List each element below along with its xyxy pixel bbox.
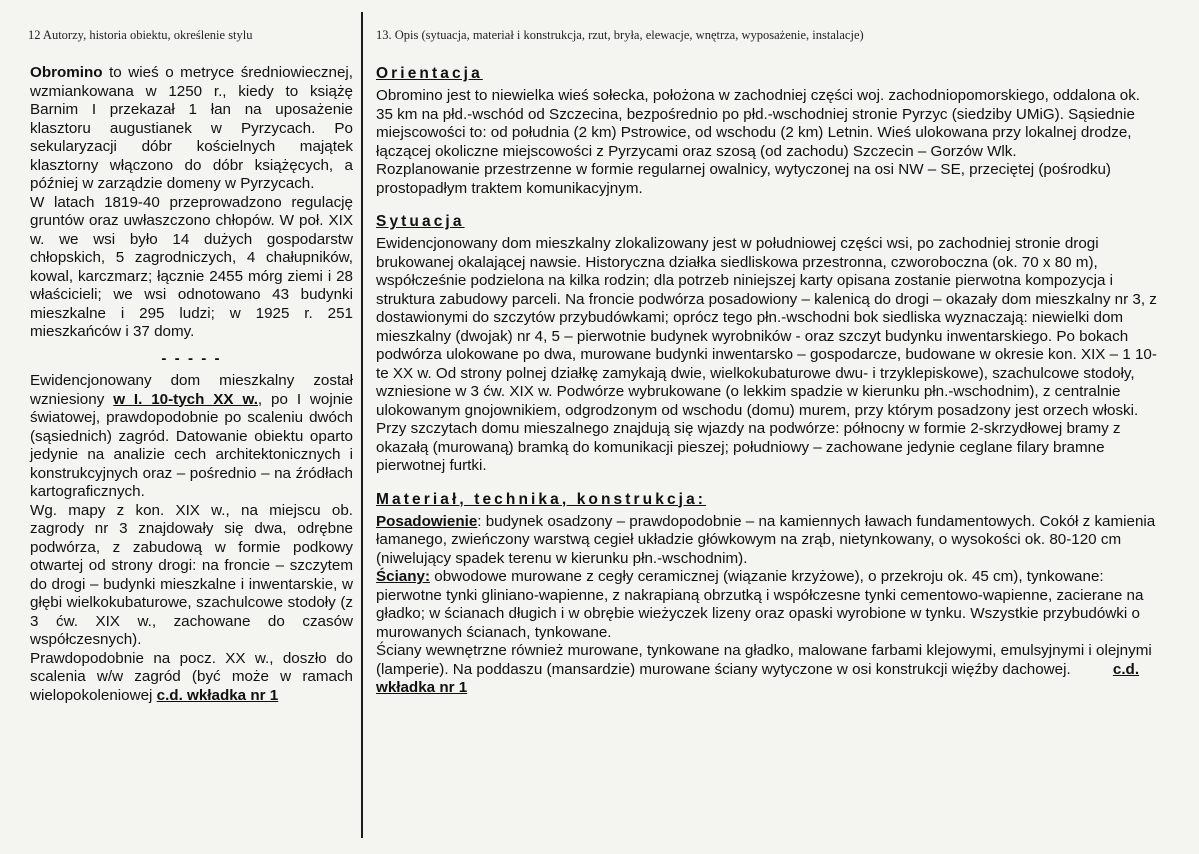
village-name: Obromino bbox=[30, 64, 103, 81]
dating-paragraph bbox=[30, 372, 353, 502]
posadowienie-label: Posadowienie bbox=[376, 512, 478, 530]
column-divider bbox=[361, 12, 363, 838]
posadowienie-text: : budynek osadzony – prawdopodobnie – na kamiennych ławach fundamentowych. Cokół z kamienia łamanego, zwieńczony warstwą cegieł układzie główkowym na zrąb, nietynkowany, o wysokości ok. 80-120 cm (niwelujący spadek terenu w kierunku płn.-wschodnim). bbox=[376, 512, 1156, 567]
orientacja-heading: Orientacja bbox=[376, 65, 483, 82]
sciany-wewnetrzne-text: Ściany wewnętrzne również murowane, tynkowane na gładko, malowane farbami klejowymi, emulsyjnymi i olejnymi (lamperie). Na poddaszu (mansardzie) murowane ściany wytyczone w osi konstrukcji więźby dachowej. bbox=[376, 642, 1152, 678]
right-column bbox=[376, 64, 1161, 698]
merger-paragraph bbox=[30, 650, 353, 706]
continuation-link-right: c.d. wkładka nr 1 bbox=[376, 660, 1140, 696]
left-column bbox=[30, 64, 353, 705]
sciany-paragraph bbox=[376, 568, 1161, 642]
right-page-header: 13. Opis (sytuacja, materiał i konstrukcja, rzut, bryła, elewacje, wnętrza, wyposażenie, instalacje) bbox=[376, 28, 864, 42]
orientacja-paragraph-1: Obromino jest to niewielka wieś sołecka, położona w zachodniej części woj. zachodniopomorskiego, oddalona ok. 35 km na płd.-wschód od Szczecina, bezpośrednio po płd.-wschodniej stronie Pyrzyc (siedziby UMiG). Sąsiednie miejscowości to: od południa (2 km) Pstrowice, od wschodu (2 km) Letnin. Wieś ulokowana przy lokalnej drodze, łączącej okoliczne miejscowości z Pyrzycami oraz szosą (od zachodu) Szczecin – Gorzów Wlk. bbox=[376, 87, 1141, 160]
sciany-wewnetrzne-paragraph bbox=[376, 642, 1161, 698]
dating-text-a: Ewidencjonowany dom mieszkalny został wzniesiony bbox=[30, 372, 353, 408]
history-paragraph-1 bbox=[30, 64, 353, 194]
sciany-label: Ściany: bbox=[376, 568, 431, 585]
section-separator: - - - - - bbox=[161, 349, 222, 367]
orientacja-paragraph-2: Rozplanowanie przestrzenne w formie regularnej owalnicy, wytyczonej na osi NW – SE, przeciętej (pośrodku) prostopadłym traktem komunikacyjnym. bbox=[376, 161, 1111, 197]
history-text-1: to wieś o metryce średniowiecznej, wzmiankowana w 1250 r., kiedy to książę Barnim I przekazał 1 łan na uposażenie klasztoru augustianek w Pyrzycach. Po sekularyzacji dóbr kościelnych majątek klasztorny włączono do dóbr książęcych, a później w zarządzie domeny w Pyrzycach. bbox=[30, 64, 353, 192]
dating-highlight: w I. 10-tych XX w. bbox=[113, 390, 258, 408]
sciany-text: obwodowe murowane z cegły ceramicznej (wiązanie krzyżowe), o przekroju ok. 45 cm), tynkowane: pierwotne tynki gliniano-wapienne, z nakrapianą obrzutką i współczesne tynki cementowo-wapienne, zacierane na gładko; w ścianach długich i w obrębie wieżyczek lizeny oraz opaski wyrobione w tynku. Wszystkie przybudówki o murowanych ścianach, tynkowane. bbox=[376, 568, 1144, 641]
map-paragraph: Wg. mapy z kon. XIX w., na miejscu ob. zagrody nr 3 znajdowały się dwa, odrębne podwórza, z zabudową w formie podkowy otwartej od strony drogi: na froncie – szczytem do drogi – budynki mieszkalne i inwentarskie, w głębi wielkokubaturowe, szachulcowe stodoły (z 3 ćw. XIX w., zachowane do czasów współczesnych). bbox=[30, 501, 353, 648]
dating-text-b: , po I wojnie światowej, prawdopodobnie po scaleniu dwóch (sąsiednich) zagród. Datowanie obiektu oparto jedynie na analizie cech architektonicznych i konstrukcyjnych oraz – pośrednio – na źródłach kartograficznych. bbox=[30, 390, 353, 500]
left-page-header: 12 Autorzy, historia obiektu, określenie stylu bbox=[28, 28, 253, 42]
sytuacja-paragraph: Ewidencjonowany dom mieszkalny zlokalizowany jest w południowej części wsi, po zachodniej stronie drogi brukowanej okalającej nawsie. Historyczna działka siedliskowa przestronna, czworoboczna (ok. 70 x 80 m), współcześnie podzielona na kilka rodzin; dla potrzeb niniejszej karty opisana zostanie pierwotna kompozycja i struktura zabudowy parceli. Na froncie podwórza posadowiony – kalenicą do drogi – okazały dom mieszkalny nr 3, z dostawionymi do szczytów przybudówkami; oprócz tego płn.-wschodni bok siedliska wyznaczają: niewielki dom mieszkalny (dwojak) nr 4, 5 – pierwotnie budynek wyrobników - oraz szczyt budynku inwentarskiego. Po bokach podwórza ulokowane po dwa, murowane budynki inwentarsko – gospodarcze, budowane w okresie kon. XIX – 1 10-te XX w. Od strony polnej działkę zamykają dwie, wielkokubaturowe dwu- i trzyklepiskowe), szachulcowe stodoły, wzniesione w 3 ćw. XIX w. Podwórze wybrukowane (o lekkim spadzie w kierunku płn.-wschodnim), z centralnie ulokowanym gnojownikiem, odgrodzonym od wschodu (domu) murem, przy którym posadzony jest orzech włoski. Przy szczytach domu mieszalnego znajdują się wjazdy na podwórze: północny w formie 2-skrzydłowej bramy z okazałą (murowaną) bramką do komunikacji pieszej; południowy – zachowane jedynie ceglane filary bramne pierwotnej furtki. bbox=[376, 235, 1157, 474]
sytuacja-heading: Sytuacja bbox=[376, 213, 465, 230]
material-heading: Materiał, technika, konstrukcja: bbox=[376, 490, 707, 508]
posadowienie-paragraph bbox=[376, 513, 1161, 569]
merger-text: Prawdopodobnie na pocz. XX w., doszło do scalenia w/w zagród (być może w ramach wielopokoleniowej bbox=[30, 649, 353, 704]
continuation-link-left: c.d. wkładka nr 1 bbox=[156, 686, 279, 704]
history-paragraph-2: W latach 1819-40 przeprowadzono regulację gruntów oraz uwłaszczono chłopów. W poł. XIX w. we wsi było 14 dużych gospodarstw chłopskich, 5 zagrodniczych, 4 chałupników, kowal, karczmarz; łącznie 2455 mórg ziemi i 28 właścicieli; we wsi odnotowano 43 budynki mieszkalne i 295 ludzi; w 1925 r. 251 mieszkańców i 37 domy. bbox=[30, 193, 353, 340]
